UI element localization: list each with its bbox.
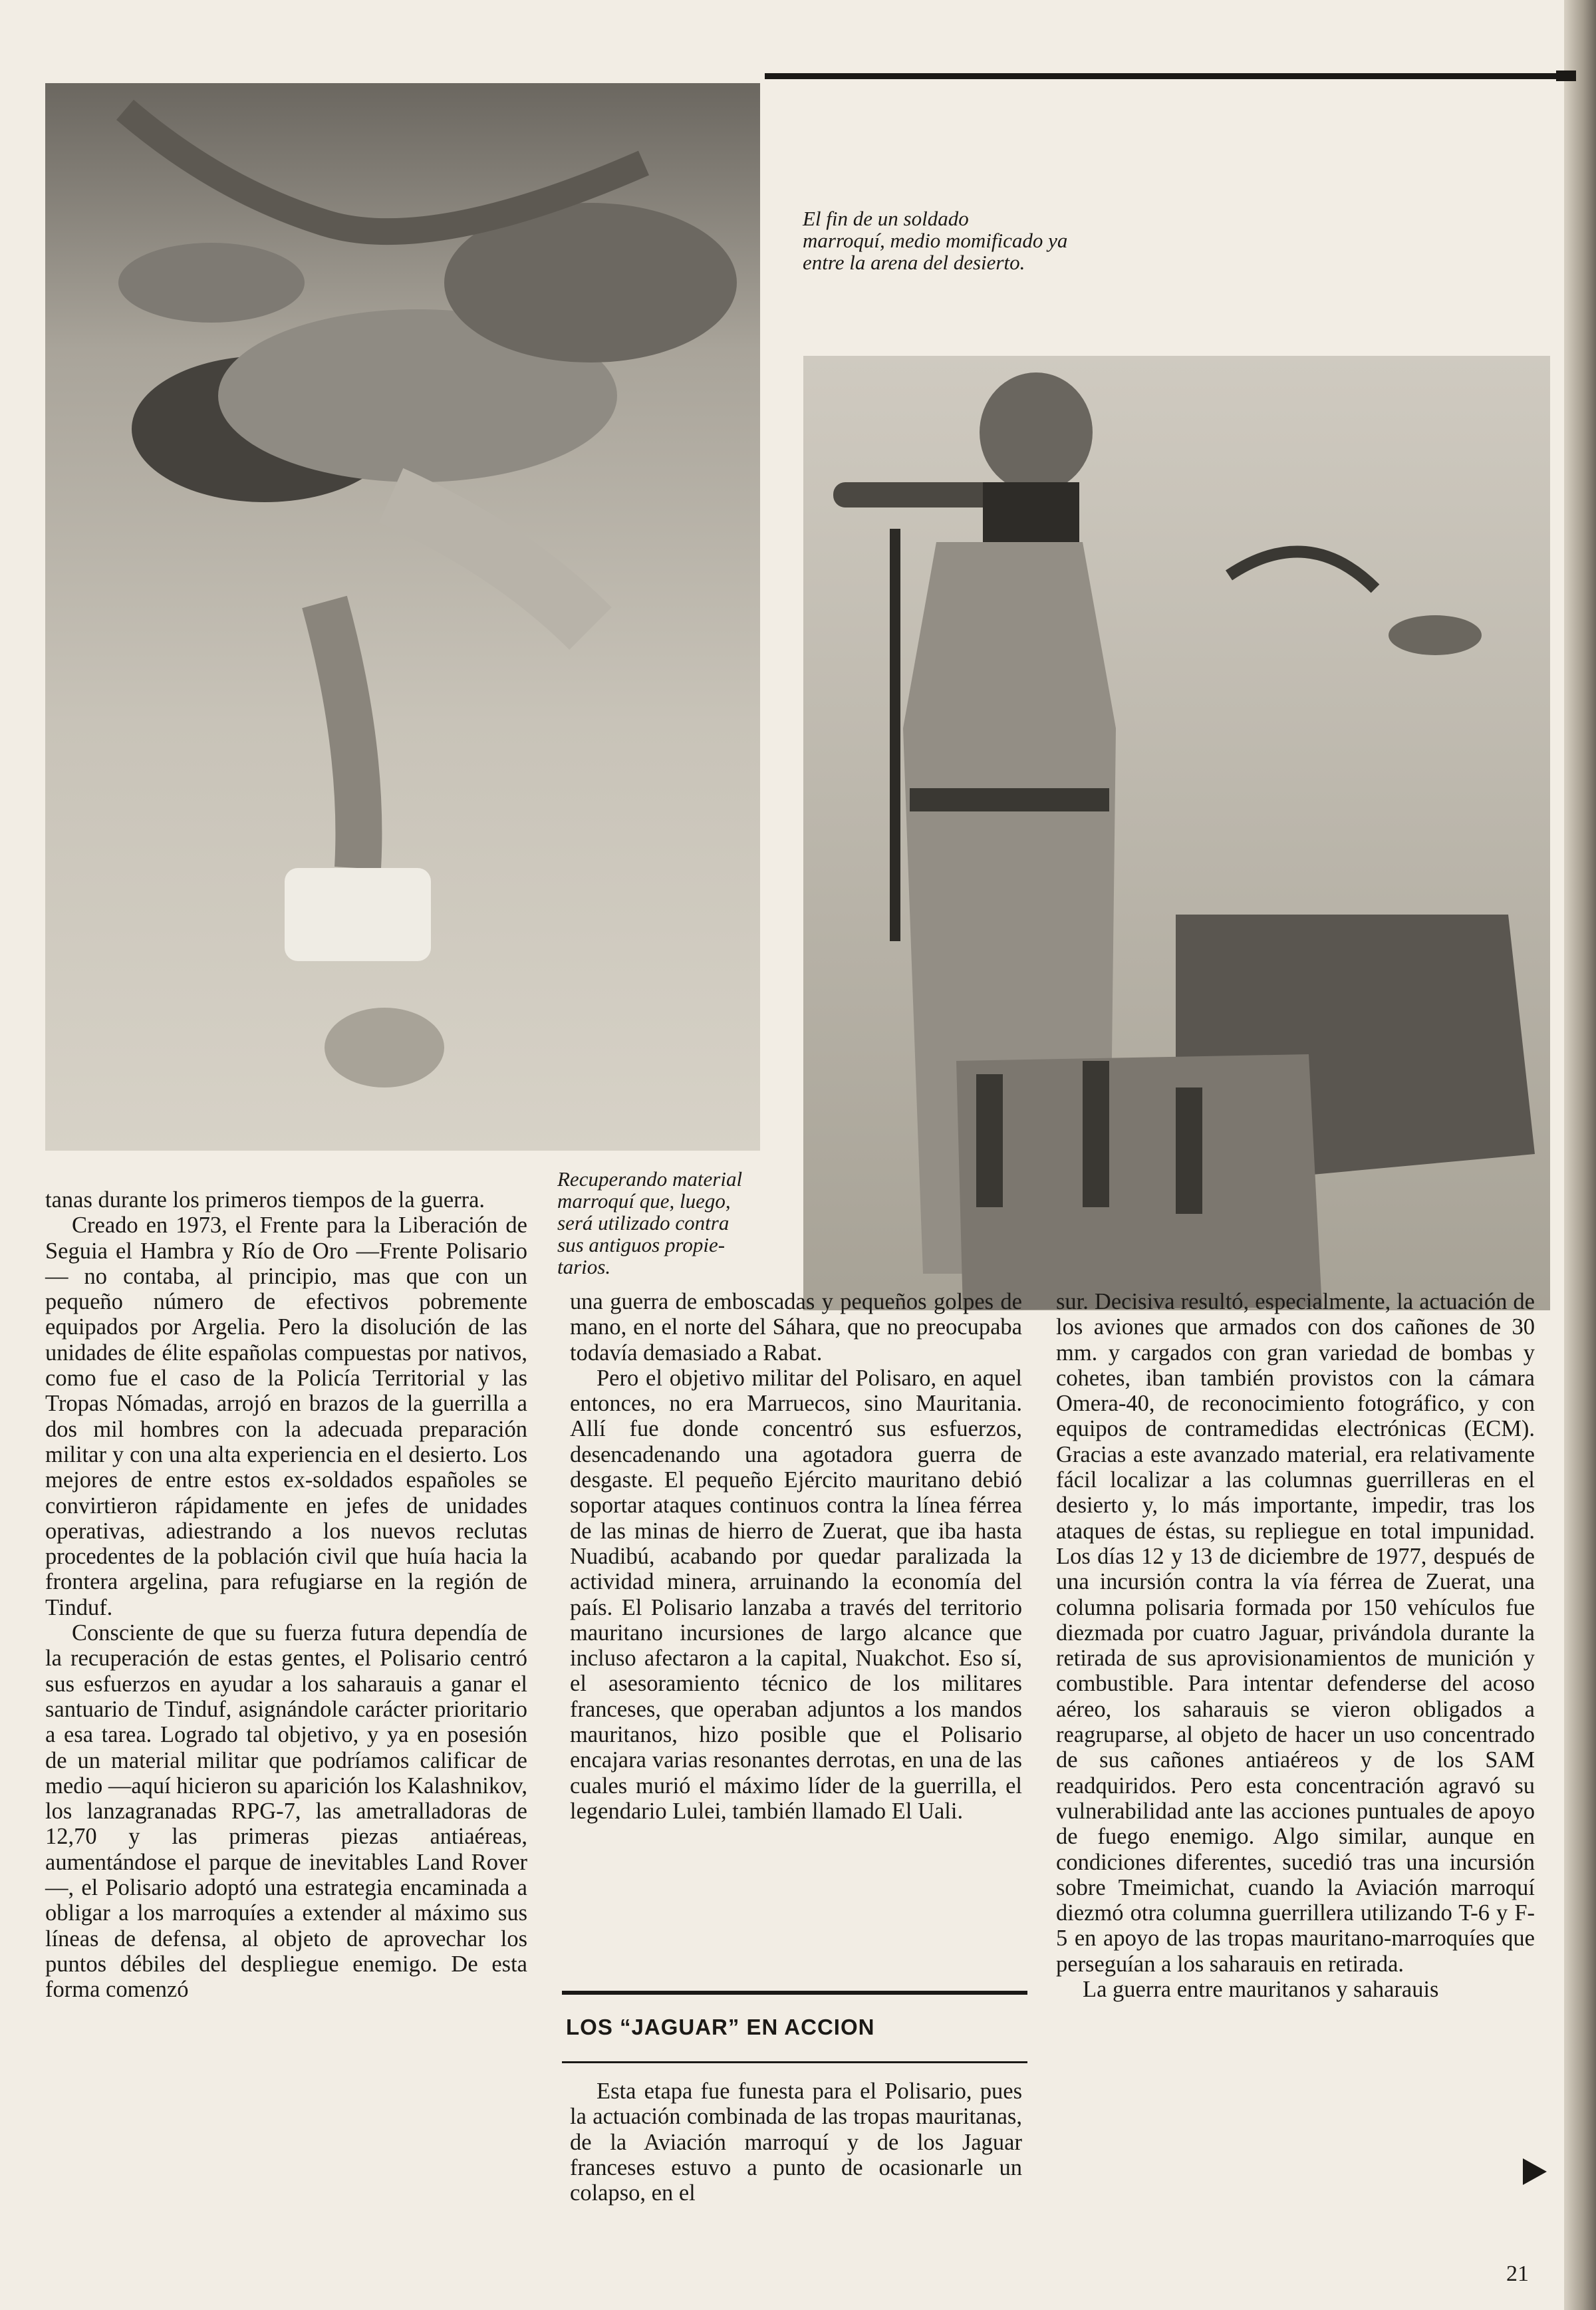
paragraph: sur. Decisiva resultó, especialmente, la actuación de los aviones que armados con dos cañones de 30 mm. y cargados con gran variedad de bombas y cohetes, iban también provistos con la cámara Omera-40, de reconocimiento fotográfico, y con equipos de contramedidas electrónicas (ECM). Gracias a este avanzado material, era relativamente fácil localizar a las columnas guerrilleras en el desierto y, lo más importante, impedir, tras los ataques de éstas, su repliegue en total impunidad. Los días 12 y 13 de diciembre de 1977, después de una incursión contra la vía férrea de Zuerat, una columna polisaria formada por 150 vehículos fue diezmada por cuatro Jaguar, privándola durante la retirada de sus aprovisionamientos de munición y combustible. Para intentar defenderse del acoso aéreo, los saharauis se vieron obligados a reagruparse, al objeto de hacer un uso concentrado de sus cañones antiaéreos y de los SAM readquiridos. Pero esta concentración agravó su vulnerabilidad ante las acciones puntuales de apoyo de fuego enemigo. Algo similar, aunque en condiciones diferentes, sucedió tras una incursión sobre Tmeimichat, cuando la Aviación marroquí diezmó otra columna guerrillera utilizando T-6 y F-5 en apoyo de las tropas mauritano-marroquíes que perseguían a los saharauis en retirada. (1056, 1289, 1535, 1977)
caption-line: Recuperando material (557, 1167, 743, 1191)
paragraph: La guerra entre mauritanos y saharauis (1083, 1977, 1439, 2003)
rule-corner-mark (1556, 71, 1576, 81)
caption-line: sus antiguos propie- (557, 1233, 726, 1256)
photo-desert-soldier-remains (45, 83, 760, 1151)
caption-line: El fin de un soldado (803, 207, 969, 230)
photo-caption-middle (557, 1168, 803, 1278)
paragraph: Esta etapa fue funesta para el Polisario, pues la actuación combinada de las tropas mauritanas, de la Aviación marroquí y de los Jaguar franceses estuvo a punto de ocasionarle un colapso, en el (570, 2079, 1022, 2206)
paragraph: una guerra de emboscadas y pequeños golpes de mano, en el norte del Sáhara, que no preocupaba todavía demasiado a Rabat. (570, 1289, 1022, 1366)
paragraph: Pero el objetivo militar del Polisaro, en aquel entonces, no era Marruecos, sino Mauritania. Allí fue donde concentró sus esfuerzos, desencadenando una agotadora guerra de desgaste. El pequeño Ejército mauritano debió soportar ataques continuos contra la línea férrea de las minas de hierro de Zuerat, que iba hasta Nuadibú, acabando por quedar paralizada la actividad minera, arruinando la economía del país. El Polisario lanzaba a través del territorio mauritano incursiones de largo alcance que incluso afectaron a la capital, Nuakchot. Eso sí, el asesoramiento técnico de los militares franceses, que operaban adjuntos a los mandos mauritanos, hizo posible que el Polisario encajara varias resonantes derrotas, en una de las cuales murió el máximo líder de la guerrilla, el legendario Lulei, también llamado El Uali. (570, 1365, 1022, 1824)
caption-line: marroquí que, luego, (557, 1189, 731, 1213)
continue-arrow-icon (1523, 2158, 1547, 2185)
section-heading: LOS “JAGUAR” EN ACCION (566, 2015, 875, 2039)
top-rule (765, 73, 1571, 79)
paragraph: tanas durante los primeros tiempos de la guerra. (45, 1187, 485, 1213)
photo-guerrilla-with-crate (803, 356, 1550, 1310)
caption-line: marroquí, medio momificado ya (803, 229, 1068, 252)
caption-line: entre la arena del desierto. (803, 251, 1025, 274)
article-column-2 (570, 1289, 1022, 1824)
page-number: 21 (1506, 2261, 1529, 2286)
photo-caption-top (803, 208, 1148, 273)
paragraph: Creado en 1973, el Frente para la Liberación de Seguia el Hambra y Río de Oro —Frente Polisario— no contaba, al principio, mas que con un pequeño número de efectivos pobremente equipados por Argelia. Pero la disolución de las unidades de élite españolas compuestas por nativos, como fue el caso de la Policía Territorial y las Tropas Nómadas, arrojó en brazos de la guerrilla a dos mil hombres con la adecuada preparación militar y con una alta experiencia en el desierto. Los mejores de entre estos ex-soldados españoles se convirtieron rápidamente en jefes de unidades operativas, adiestrando a los nuevos reclutas procedentes de la población civil que huía hacia la frontera argelina, para refugiarse en la región de Tinduf. (45, 1213, 527, 1620)
caption-line: será utilizado contra (557, 1211, 730, 1234)
caption-line: tarios. (557, 1255, 611, 1278)
page-binding-shadow (1564, 0, 1596, 2310)
paragraph: Consciente de que su fuerza futura dependía de la recuperación de estas gentes, el Polisario centró sus esfuerzos en ayudar a los saharauis a ganar el santuario de Tinduf, asignándole carácter prioritario a esa tarea. Logrado tal objetivo, y ya en posesión de un material militar que podríamos calificar de medio —aquí hicieron su aparición los Kalashnikov, los lanzagranadas RPG-7, las ametralladoras de 12,70 y las primeras piezas antiaéreas, aumentándose el parque de inevitables Land Rover—, el Polisario adoptó una estrategia encaminada a obligar a los marroquíes a extender al máximo sus líneas de defensa, al objeto de aprovechar los puntos débiles del despliegue enemigo. De esta forma comenzó (45, 1620, 527, 2003)
article-column-3 (1056, 1289, 1535, 2002)
article-column-2-continued (570, 2079, 1022, 2206)
article-column-1 (45, 1187, 527, 2003)
section-heading-box (562, 1991, 1027, 2063)
